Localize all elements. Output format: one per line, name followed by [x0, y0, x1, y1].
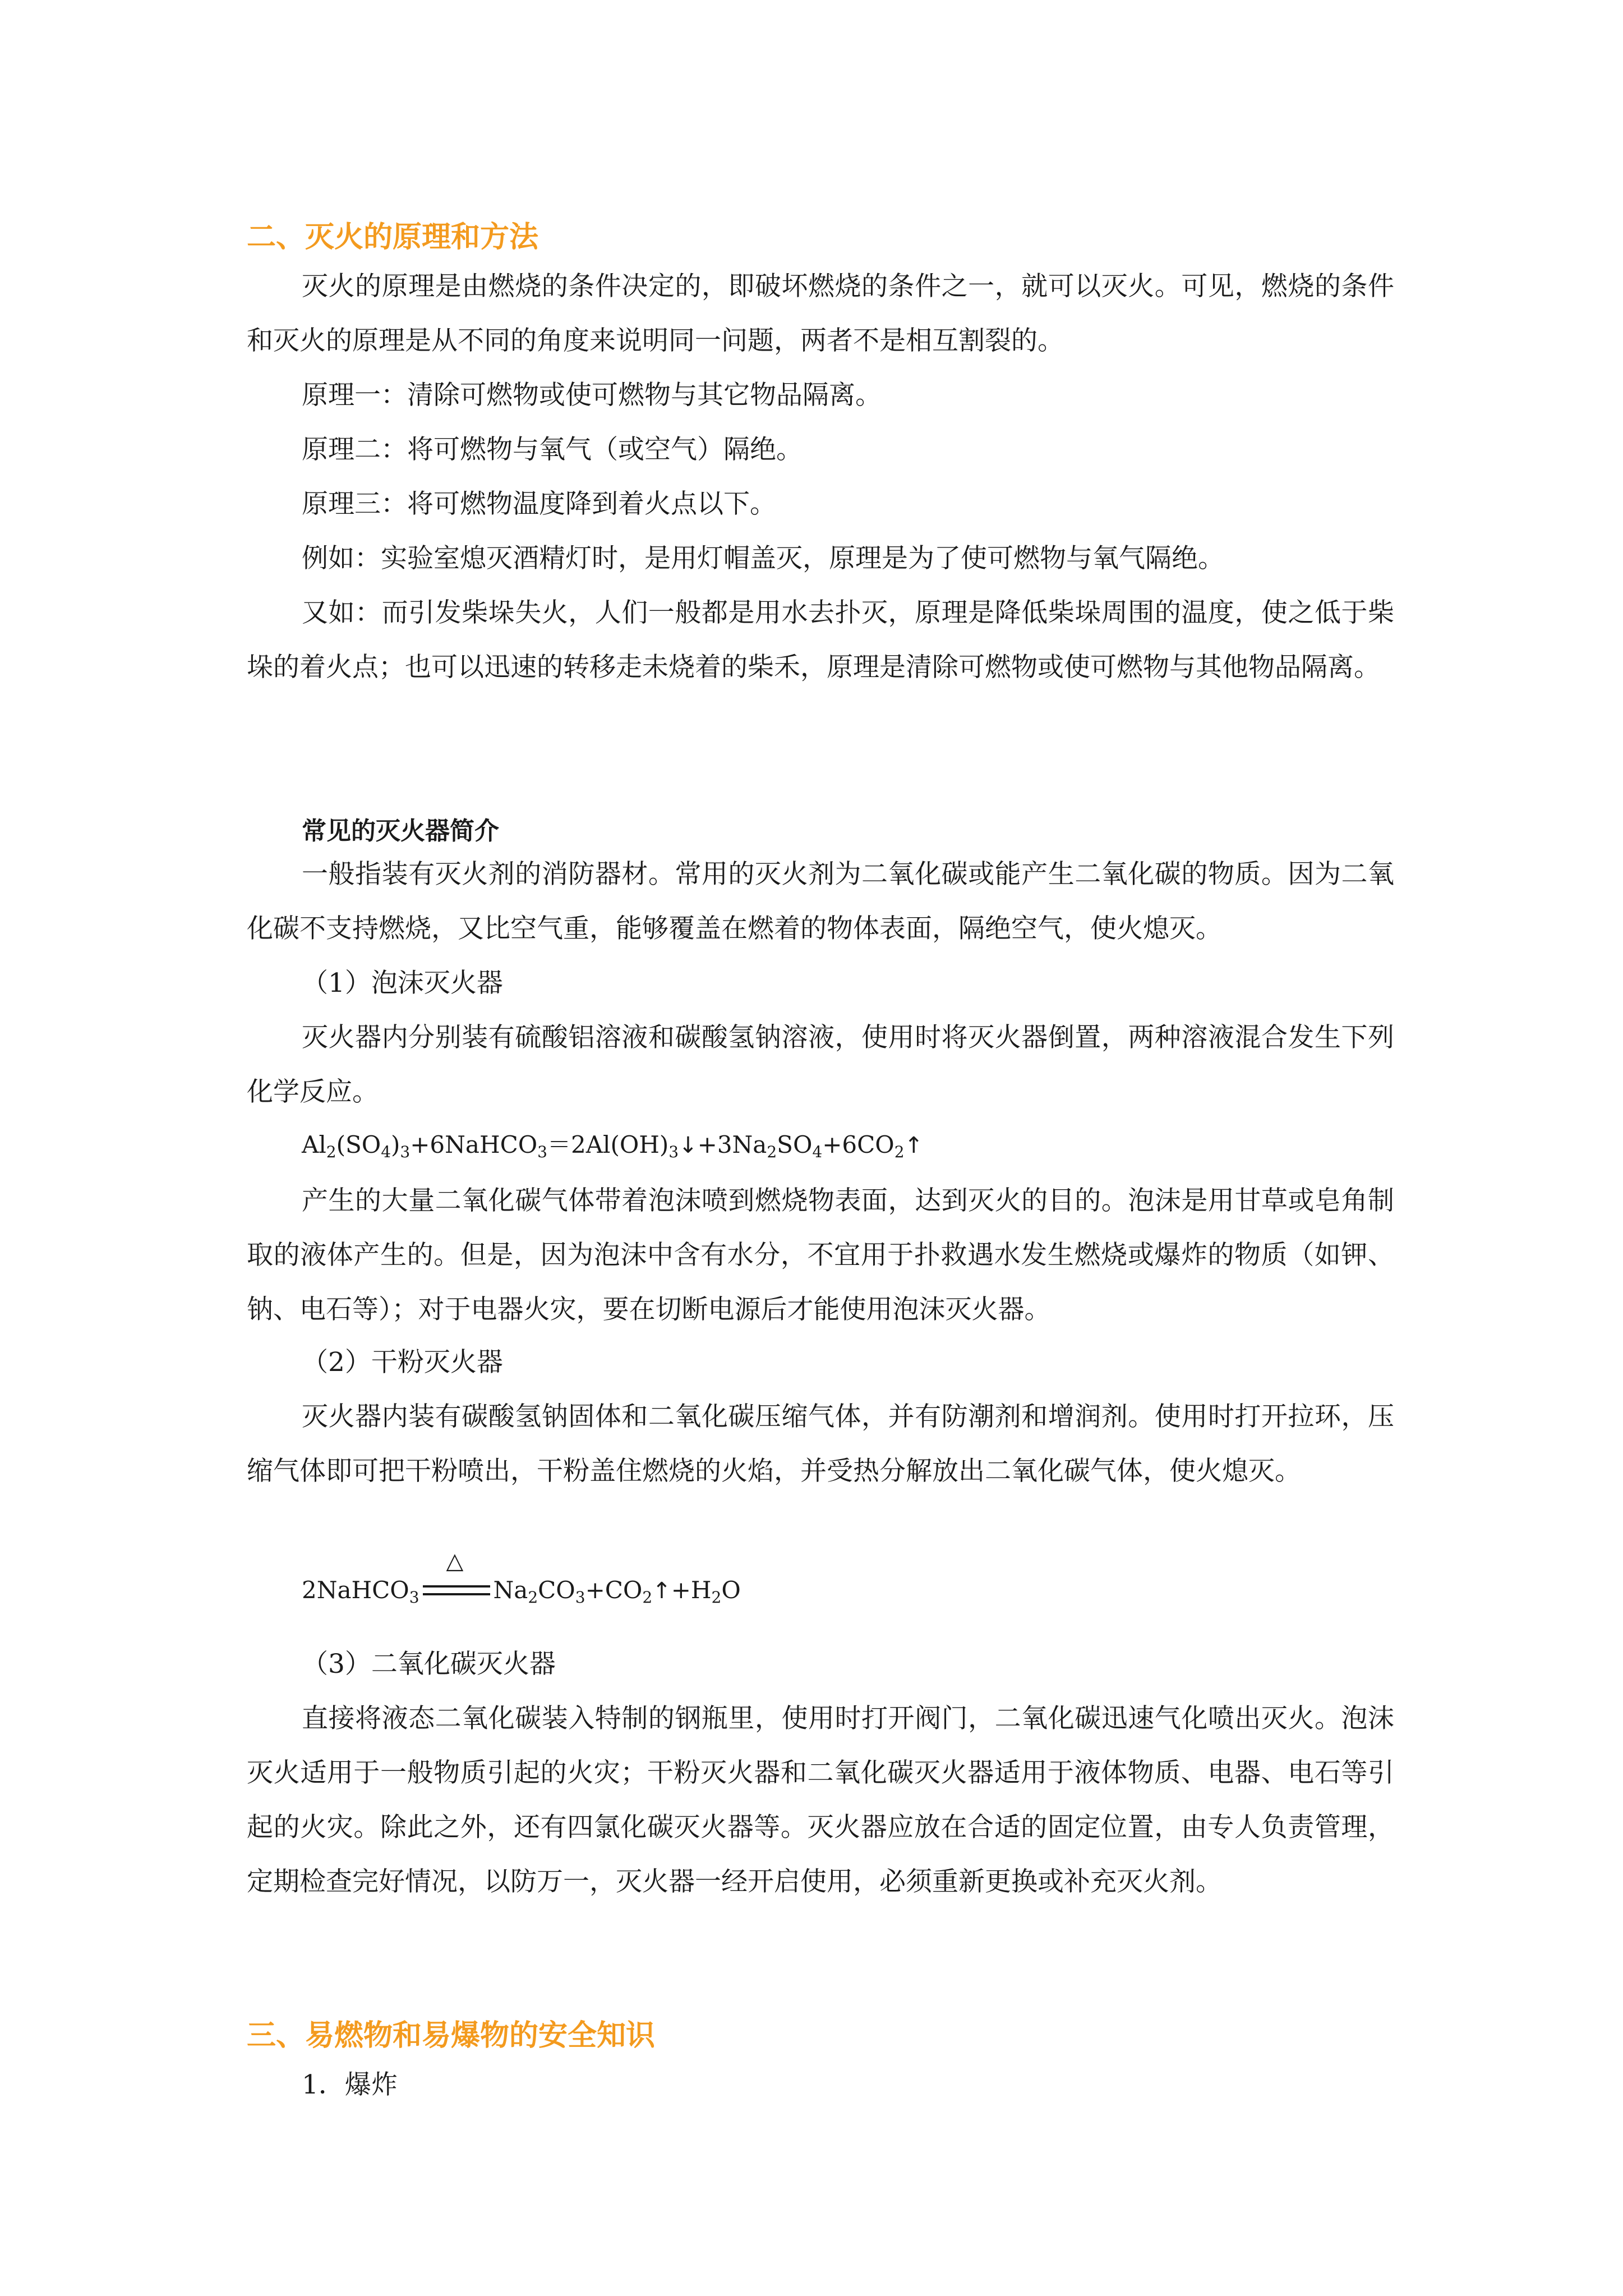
gas-arrow-icon: ↑ — [652, 1578, 671, 1604]
heating-condition — [423, 1548, 490, 1603]
precipitate-arrow-icon: ↓ — [679, 1133, 698, 1158]
section-2-heading: 二、灭火的原理和方法 — [247, 220, 539, 254]
powder-extinguisher-description: 灭火器内装有碳酸氢钠固体和二氧化碳压缩气体，并有防潮剂和增润剂。使用时打开拉环，压缩气体即可把干粉喷出，干粉盖住燃烧的火焰，并受热分解放出二氧化碳气体，使火熄灭。 — [247, 1401, 1394, 1487]
section-2-paragraph: 灭火的原理是由燃烧的条件决定的，即破坏燃烧的条件之一，就可以灭火。可见，燃烧的条件和灭火的原理是从不同的角度来说明同一问题，两者不是相互割裂的。 — [247, 271, 1394, 356]
section-3-item-1: 1．爆炸 — [302, 2069, 398, 2100]
foam-extinguisher-description: 灭火器内分别装有硫酸铝溶液和碳酸氢钠溶液，使用时将灭火器倒置，两种溶液混合发生下列化学反应。 — [247, 1022, 1394, 1107]
principle-3: 原理三：将可燃物温度降到着火点以下。 — [302, 489, 776, 519]
heat-triangle-icon: △ — [446, 1548, 464, 1574]
gas-arrow-icon: ↑ — [904, 1133, 924, 1158]
co2-extinguisher-description: 直接将液态二氧化碳装入特制的钢瓶里，使用时打开阀门，二氧化碳迅速气化喷出灭火。泡沫灭火适用于一般物质引起的火灾；干粉灭火器和二氧化碳灭火器适用于液体物质、电器、电石等引起的火灾。除此之外，还有四氯化碳灭火器等。灭火器应放在合适的固定位置，由专人负责管理，定期检查完好情况，以防万一，灭火器一经开启使用，必须重新更换或补充灭火剂。 — [247, 1703, 1394, 1897]
extinguishers-heading: 常见的灭火器简介 — [302, 817, 499, 845]
principle-1: 原理一：清除可燃物或使可燃物与其它物品隔离。 — [302, 380, 882, 411]
section-3-heading: 三、易燃物和易爆物的安全知识 — [247, 2019, 656, 2053]
extinguishers-intro: 一般指装有灭火剂的消防器材。常用的灭火剂为二氧化碳或能产生二氧化碳的物质。因为二氧化碳不支持燃烧，又比空气重，能够覆盖在燃着的物体表面，隔绝空气，使火熄灭。 — [247, 859, 1394, 944]
foam-explanation: 产生的大量二氧化碳气体带着泡沫喷到燃烧物表面，达到灭火的目的。泡沫是用甘草或皂角制取的液体产生的。但是，因为泡沫中含有水分，不宜用于扑救遇水发生燃烧或爆炸的物质（如钾、钠、电石等）；对于电器火灾，要在切断电源后才能使用泡沫灭火器。 — [247, 1185, 1394, 1325]
foam-reaction-formula: $Al_2(SO_4)_3+6NaHCO_3=2Al(OH)_3↓+3Na_2SO_4+6CO_2↑$ — [302, 1131, 924, 1161]
example-1: 例如：实验室熄灭酒精灯时，是用灯帽盖灭，原理是为了使可燃物与氧气隔绝。 — [302, 543, 1224, 574]
principle-2: 原理二：将可燃物与氧气（或空气）隔绝。 — [302, 434, 803, 465]
powder-reaction-formula: 2NaHCO$_3$ △ $Na_2CO_3+CO_2↑+H_2O$ — [302, 1548, 741, 1607]
co2-extinguisher-label: （3）二氧化碳灭火器 — [302, 1649, 556, 1680]
foam-extinguisher-label: （1）泡沫灭火器 — [302, 968, 503, 999]
example-2: 又如：而引发柴垛失火，人们一般都是用水去扑灭，原理是降低柴垛周围的温度，使之低于柴垛的着火点；也可以迅速的转移走未烧着的柴禾，原理是清除可燃物或使可燃物与其他物品隔离。 — [247, 597, 1394, 683]
powder-extinguisher-label: （2）干粉灭火器 — [302, 1347, 503, 1378]
